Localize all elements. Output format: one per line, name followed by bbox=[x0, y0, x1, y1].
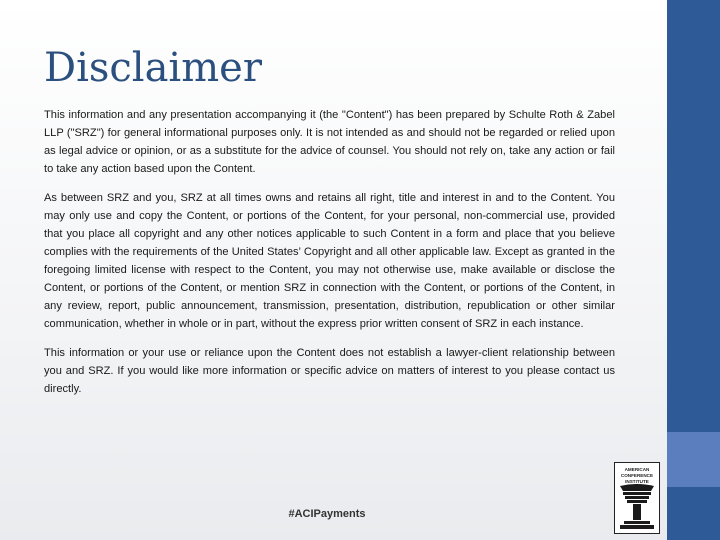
right-sidebar bbox=[667, 0, 720, 540]
american-conference-institute-logo-icon bbox=[614, 462, 660, 534]
sidebar-top-band bbox=[667, 0, 720, 432]
disclaimer-paragraph-1: This information and any presentation accompanying it (the "Content") has been prepared by Schulte Roth & Zabel LLP ("SRZ") for general informational purposes only. It is not intended as and should not be regarded or relied upon as legal advice or opinion, or as a substitute for the advice of counsel. You should not rely on, take any action or fail to take any action based upon the Content. bbox=[44, 109, 615, 175]
disclaimer-paragraph-2: As between SRZ and you, SRZ at all times owns and retains all right, title and interest in and to the Content. You may only use and copy the Content, or portions of the Content, for your personal, non-commercial use, provided that you place all copyright and any other notices applicable to such Content in a form and place that you believe complies with the requirements of the United States’ Copyright and all other applicable law. Except as granted in the foregoing limited license with respect to the Content, you may not otherwise use, make available or disclose the Content, or portions of the Content, or mention SRZ in connection with the Content, or portions of the Content, in any review, report, public announcement, transmission, presentation, distribution, republication or other similar communication, whether in whole or in part, without the express prior written consent of SRZ in each instance. bbox=[44, 192, 615, 330]
disclaimer-paragraph-3: This information or your use or reliance upon the Content does not establish a lawyer-client relationship between you and SRZ. If you would like more information or specific advice on matters of interest to you please contact us directly. bbox=[44, 347, 615, 395]
footer-hashtag: #ACIPayments bbox=[288, 508, 366, 520]
logo-text-line-2: CONFERENCE bbox=[620, 473, 654, 478]
logo-text-line-3: INSTITUTE bbox=[625, 479, 649, 484]
disclaimer-body bbox=[44, 106, 615, 409]
sidebar-bottom-band bbox=[667, 487, 720, 540]
logo-text-line-1: AMERICAN bbox=[624, 467, 650, 472]
sidebar-middle-band bbox=[667, 432, 720, 487]
page-title: Disclaimer bbox=[44, 45, 262, 91]
